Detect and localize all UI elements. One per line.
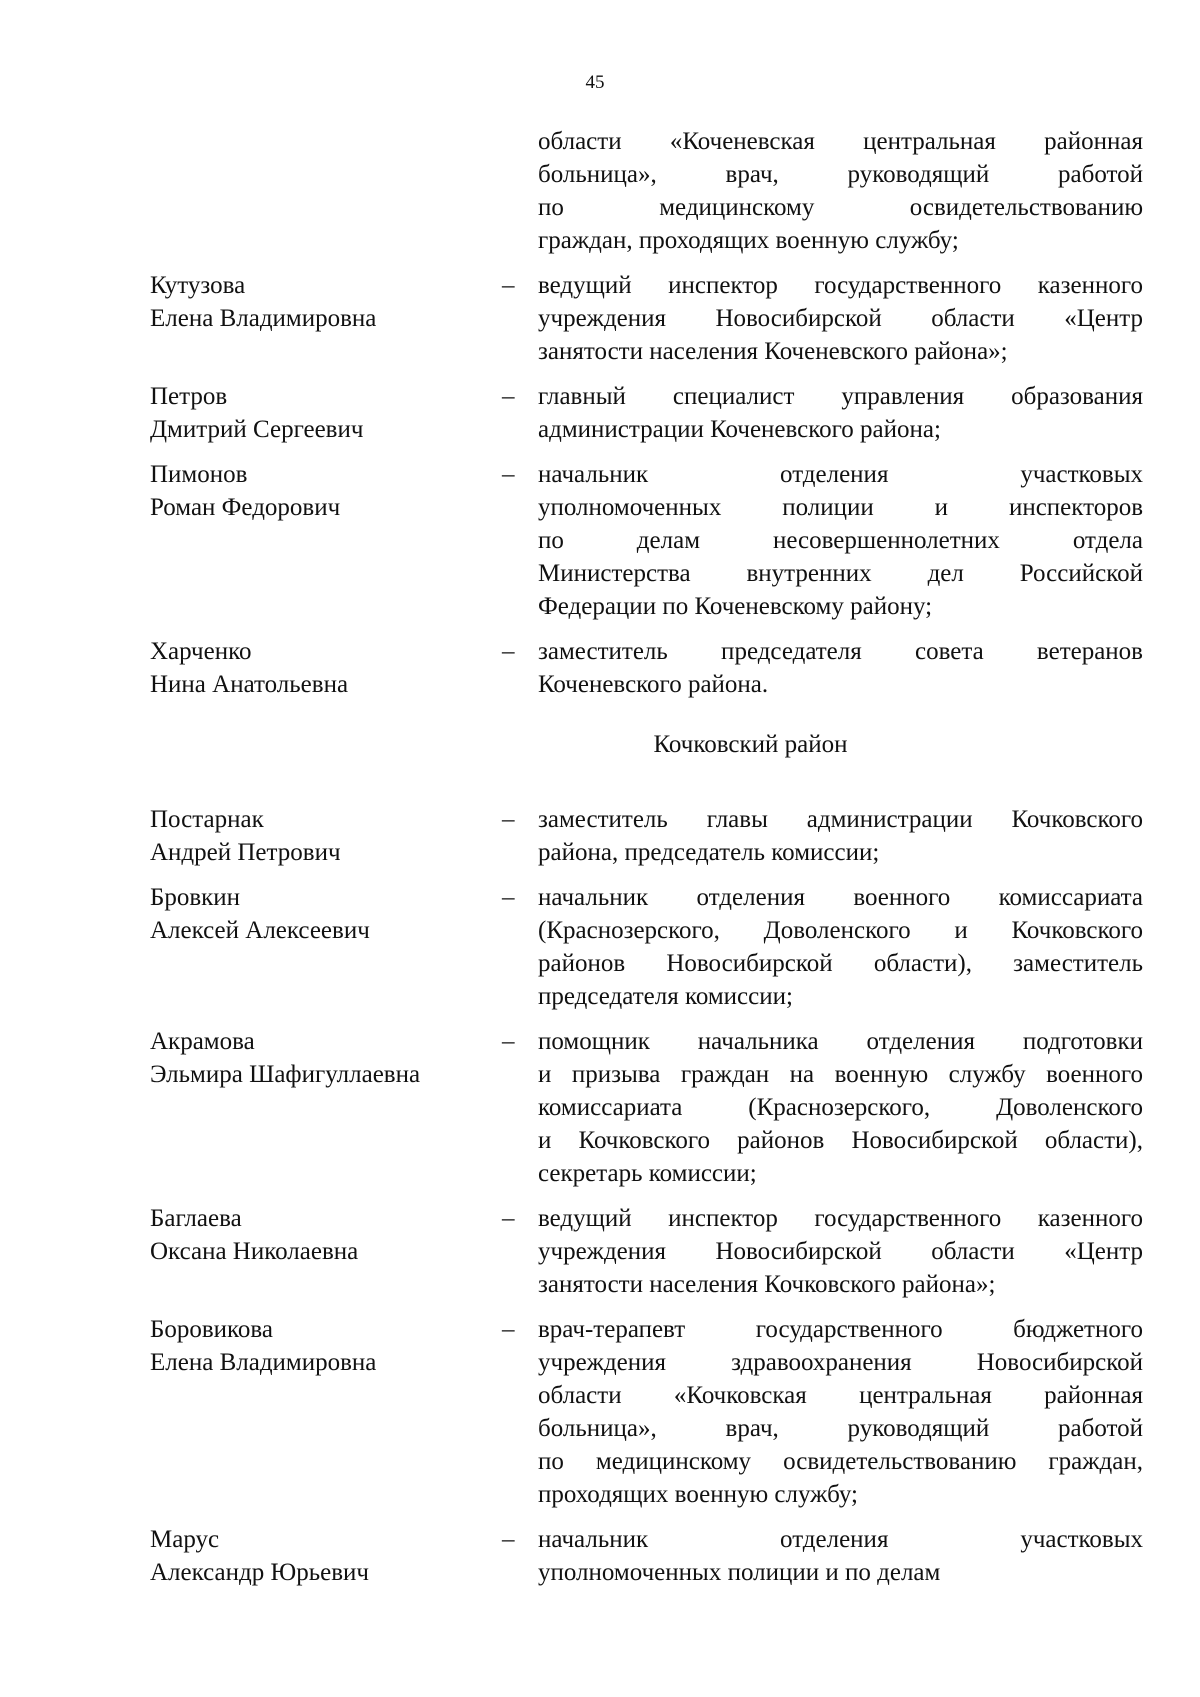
text-line: и призыва граждан на военную службу военного (538, 1061, 1143, 1088)
member-name (150, 1202, 502, 1301)
member-entry (150, 1523, 1146, 1589)
text-line: заместитель главы администрации Кочковского (538, 806, 1143, 833)
text-line: учреждения Новосибирской области «Центр (538, 1238, 1143, 1265)
kochkovsky-members (150, 803, 1146, 1589)
text-line: Министерства внутренних дел Российской (538, 560, 1143, 587)
member-surname: Петров (150, 383, 228, 410)
text-line: главный специалист управления образования (538, 383, 1143, 410)
text-line: граждан, проходящих военную службу; (538, 227, 959, 254)
member-given-names: Эльмира Шафигуллаевна (150, 1061, 421, 1088)
text-line: по медицинскому освидетельствованию граждан, (538, 1448, 1143, 1475)
member-surname: Кутузова (150, 272, 246, 299)
text-line: заместитель председателя совета ветеранов (538, 638, 1143, 665)
text-line: уполномоченных полиции и по делам (538, 1559, 941, 1586)
member-name (150, 380, 502, 446)
text-line: ведущий инспектор государственного казенного (538, 1205, 1143, 1232)
member-given-names: Дмитрий Сергеевич (150, 416, 364, 443)
member-position (538, 269, 1143, 368)
member-entry (150, 881, 1146, 1013)
member-given-names: Оксана Николаевна (150, 1238, 359, 1265)
dash-separator: – (502, 1028, 515, 1055)
text-line: больница», врач, руководящий работой (538, 1415, 1143, 1442)
dash-separator: – (502, 638, 515, 665)
text-line: и Кочковского районов Новосибирской области), (538, 1127, 1143, 1154)
dash-separator: – (502, 806, 515, 833)
text-line: по делам несовершеннолетних отдела (538, 527, 1143, 554)
dash-separator: – (502, 1316, 515, 1343)
member-given-names: Нина Анатольевна (150, 671, 349, 698)
member-given-names: Алексей Алексеевич (150, 917, 370, 944)
member-surname: Пимонов (150, 461, 248, 488)
text-line: занятости населения Кочковского района»; (538, 1271, 996, 1298)
text-line: проходящих военную службу; (538, 1481, 858, 1508)
kochenevsky-members (150, 269, 1146, 701)
text-line: районов Новосибирской области), заместитель (538, 950, 1143, 977)
member-name (150, 635, 502, 701)
member-entry (150, 635, 1146, 701)
text-line: начальник отделения участковых (538, 1526, 1143, 1553)
intro-text (538, 125, 1143, 257)
member-position (538, 1025, 1143, 1190)
member-name (150, 1025, 502, 1190)
text-line: председателя комиссии; (538, 983, 793, 1010)
member-surname: Баглаева (150, 1205, 242, 1232)
member-position (538, 803, 1143, 869)
member-position (538, 380, 1143, 446)
member-surname: Боровикова (150, 1316, 273, 1343)
text-line: области «Кочковская центральная районная (538, 1382, 1143, 1409)
text-line: Федерации по Коченевскому району; (538, 593, 933, 620)
member-surname: Марус (150, 1526, 220, 1553)
text-line: района, председатель комиссии; (538, 839, 880, 866)
member-position (538, 881, 1143, 1013)
dash-separator: – (502, 1205, 515, 1232)
dash-separator: – (502, 1526, 515, 1553)
dash-separator: – (502, 461, 515, 488)
text-line: по медицинскому освидетельствованию (538, 194, 1143, 221)
member-surname: Акрамова (150, 1028, 255, 1055)
member-entry (150, 1202, 1146, 1301)
text-line: начальник отделения участковых (538, 461, 1143, 488)
intro-continuation (150, 125, 1146, 257)
member-name (150, 803, 502, 869)
member-name (150, 269, 502, 368)
text-line: занятости населения Коченевского района»; (538, 338, 1008, 365)
member-list (150, 125, 1146, 1601)
text-line: учреждения здравоохранения Новосибирской (538, 1349, 1143, 1376)
text-line: области «Коченевская центральная районная (538, 128, 1143, 155)
member-entry (150, 1025, 1146, 1190)
text-line: начальник отделения военного комиссариата (538, 884, 1143, 911)
member-given-names: Андрей Петрович (150, 839, 341, 866)
text-line: больница», врач, руководящий работой (538, 161, 1143, 188)
member-surname: Бровкин (150, 884, 241, 911)
text-line: помощник начальника отделения подготовки (538, 1028, 1143, 1055)
page-number: 45 (585, 72, 605, 93)
member-entry (150, 1313, 1146, 1511)
dash-separator: – (502, 884, 515, 911)
text-line: (Краснозерского, Доволенского и Кочковского (538, 917, 1143, 944)
member-given-names: Александр Юрьевич (150, 1559, 369, 1586)
member-entry (150, 269, 1146, 368)
text-line: учреждения Новосибирской области «Центр (538, 305, 1143, 332)
text-line: уполномоченных полиции и инспекторов (538, 494, 1143, 521)
dash-separator: – (502, 272, 515, 299)
dash-separator: – (502, 383, 515, 410)
member-given-names: Роман Федорович (150, 494, 341, 521)
member-name (150, 881, 502, 1013)
member-given-names: Елена Владимировна (150, 305, 377, 332)
member-surname: Харченко (150, 638, 252, 665)
text-line: ведущий инспектор государственного казенного (538, 272, 1143, 299)
member-position (538, 1313, 1143, 1511)
text-line: администрации Коченевского района; (538, 416, 941, 443)
member-surname: Постарнак (150, 806, 264, 833)
member-position (538, 1523, 1143, 1589)
text-line: врач-терапевт государственного бюджетного (538, 1316, 1143, 1343)
section-heading: Кочковский район (653, 731, 848, 758)
member-name (150, 1523, 502, 1589)
text-line: комиссариата (Краснозерского, Доволенского (538, 1094, 1143, 1121)
member-position (538, 458, 1143, 623)
member-position (538, 635, 1143, 701)
member-position (538, 1202, 1143, 1301)
member-entry (150, 803, 1146, 869)
member-entry (150, 458, 1146, 623)
text-line: секретарь комиссии; (538, 1160, 757, 1187)
member-name (150, 1313, 502, 1511)
member-entry (150, 380, 1146, 446)
member-given-names: Елена Владимировна (150, 1349, 377, 1376)
member-name (150, 458, 502, 623)
text-line: Коченевского района. (538, 671, 769, 698)
